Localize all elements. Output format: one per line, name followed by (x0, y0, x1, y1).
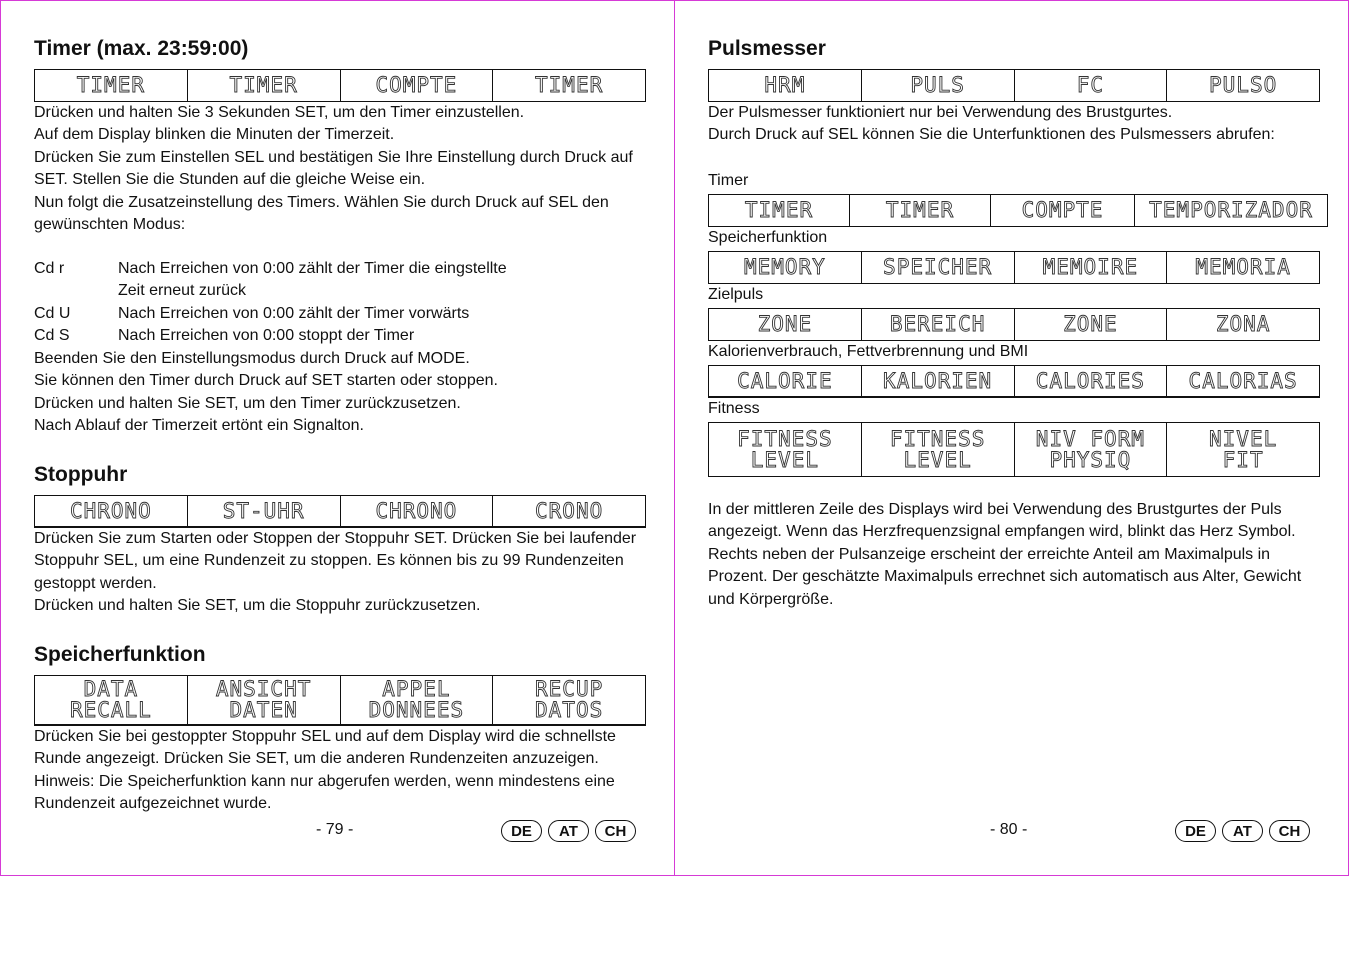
sub-display-speicher (708, 251, 1320, 284)
display-cell: NIV FORM PHYSIQ (1014, 423, 1167, 477)
country-badges (501, 820, 636, 842)
display-cell: HRM (709, 70, 862, 102)
country-badge-ch: CH (595, 820, 636, 842)
display-cell: COMPTE (991, 195, 1135, 227)
display-cell: ANSICHT DATEN (187, 676, 340, 726)
speicher-heading: Speicherfunktion (34, 643, 206, 666)
timer-display-table (34, 69, 646, 102)
display-cell: FITNESS LEVEL (861, 423, 1014, 477)
paragraph: Hinweis: Die Speicherfunktion kann nur abgerufen werden, wenn mindestens eine Rundenzeit aufgezeichnet wurde. (34, 772, 615, 813)
display-cell: TEMPORIZADOR (1135, 195, 1328, 227)
mode-code: Cd S (34, 327, 70, 345)
paragraph: Der Pulsmesser funktioniert nur bei Verwendung des Brustgurtes. (708, 104, 1173, 121)
sub-display-fitness (708, 422, 1320, 477)
display-cell: CRONO (493, 496, 646, 528)
country-badge-de: DE (1175, 820, 1216, 842)
sub-label-kalorien: Kalorienverbrauch, Fettverbrennung und BMI (708, 343, 1029, 360)
timer-heading: Timer (max. 23:59:00) (34, 37, 249, 60)
sub-label-timer: Timer (708, 172, 749, 189)
display-cell: BEREICH (861, 309, 1014, 341)
display-cell: MEMORIA (1167, 252, 1320, 284)
paragraph: Drücken und halten Sie 3 Sekunden SET, um den Timer einzustellen. (34, 104, 525, 121)
display-cell: ZONE (709, 309, 862, 341)
display-cell: TIMER (35, 70, 188, 102)
stoppuhr-heading: Stoppuhr (34, 463, 128, 486)
display-cell: CALORIES (1014, 366, 1167, 398)
paragraph: Drücken Sie zum Starten oder Stoppen der Stoppuhr SET. Drücken Sie bei laufender Stoppuhr SEL, um eine Rundenzeit zu stoppen. Es können bis zu 99 Rundenzeiten gestoppt werden. (34, 530, 637, 592)
display-cell: FITNESS LEVEL (709, 423, 862, 477)
display-cell: CALORIE (709, 366, 862, 398)
sub-display-kalorien (708, 365, 1320, 398)
sub-display-timer (708, 194, 1328, 227)
right-page (674, 0, 1349, 876)
country-badge-at: AT (1222, 820, 1263, 842)
paragraph: Nun folgt die Zusatzeinstellung des Timers. Wählen Sie durch Druck auf SEL den gewünschten Modus: (34, 193, 609, 234)
paragraph: Sie können den Timer durch Druck auf SET starten oder stoppen. (34, 372, 498, 390)
left-page (0, 0, 675, 876)
sub-label-fitness: Fitness (708, 400, 760, 417)
display-cell: DATA RECALL (35, 676, 188, 726)
display-cell: TIMER (493, 70, 646, 102)
display-cell: FC (1014, 70, 1167, 102)
puls-heading: Pulsmesser (708, 37, 826, 60)
mode-description: Nach Erreichen von 0:00 zählt der Timer vorwärts (118, 304, 470, 322)
mode-code: Cd r (34, 260, 65, 277)
display-cell: MEMOIRE (1014, 252, 1167, 284)
puls-display-table (708, 69, 1320, 102)
paragraph: Drücken Sie zum Einstellen SEL und bestätigen Sie Ihre Einstellung durch Druck auf SET. Stellen Sie die Stunden auf die gleiche Weise ein. (34, 148, 633, 189)
paragraph: Drücken und halten Sie SET, um den Timer zurückzusetzen. (34, 394, 461, 412)
timer-mode-list (34, 258, 594, 348)
display-cell: TIMER (850, 195, 991, 227)
paragraph: Rechts neben der Pulsanzeige erscheint der erreichte Anteil am Maximalpuls in Prozent. Der geschätzte Maximalpuls errechnet sich automatisch aus Alter, Gewicht und Körpergröße. (708, 545, 1302, 608)
display-cell: KALORIEN (861, 366, 1014, 398)
paragraph: Auf dem Display blinken die Minuten der Timerzeit. (34, 126, 395, 144)
display-cell: TIMER (709, 195, 850, 227)
paragraph: Nach Ablauf der Timerzeit ertönt ein Signalton. (34, 417, 364, 435)
display-cell: MEMORY (709, 252, 862, 284)
speicher-display-table (34, 675, 646, 726)
paragraph: Beenden Sie den Einstellungsmodus durch Druck auf MODE. (34, 350, 470, 367)
timer-text (34, 102, 646, 236)
paragraph: Durch Druck auf SEL können Sie die Unterfunktionen des Pulsmessers abrufen: (708, 126, 1275, 144)
stoppuhr-text (34, 528, 646, 618)
display-cell: RECUP DATOS (493, 676, 646, 726)
display-cell: APPEL DONNEES (340, 676, 493, 726)
page-number: - 79 - (316, 821, 354, 838)
display-cell: NIVEL FIT (1167, 423, 1320, 477)
display-cell: TIMER (187, 70, 340, 102)
mode-row (34, 258, 594, 303)
sub-label-zielpuls: Zielpuls (708, 286, 764, 303)
display-cell: CHRONO (35, 496, 188, 528)
country-badges (1175, 820, 1310, 842)
timer-after-text (34, 348, 646, 438)
display-cell: PULS (861, 70, 1014, 102)
mode-description: Nach Erreichen von 0:00 zählt der Timer die eingstellte Zeit erneut zurück (118, 260, 507, 300)
paragraph: Drücken und halten Sie SET, um die Stoppuhr zurückzusetzen. (34, 597, 481, 615)
mode-row (34, 325, 594, 347)
sub-display-zielpuls (708, 308, 1320, 341)
stoppuhr-display-table (34, 495, 646, 528)
mode-description: Nach Erreichen von 0:00 stoppt der Timer (118, 327, 415, 345)
mode-code: Cd U (34, 304, 71, 322)
puls-text (708, 102, 1320, 147)
paragraph: Drücken Sie bei gestoppter Stoppuhr SEL und auf dem Display wird die schnellste Runde angezeigt. Drücken Sie SET, um die anderen Rundenzeiten anzuzeigen. (34, 728, 616, 768)
display-cell: CALORIAS (1167, 366, 1320, 398)
display-cell: ST-UHR (187, 496, 340, 528)
display-cell: SPEICHER (861, 252, 1014, 284)
display-cell: CHRONO (340, 496, 493, 528)
page-number: - 80 - (990, 821, 1028, 838)
sub-label-speicher: Speicherfunktion (708, 229, 828, 246)
display-cell: ZONA (1167, 309, 1320, 341)
country-badge-at: AT (548, 820, 589, 842)
country-badge-de: DE (501, 820, 542, 842)
speicher-text (34, 726, 646, 816)
display-cell: ZONE (1014, 309, 1167, 341)
puls-body-text (708, 499, 1308, 611)
mode-row (34, 303, 594, 325)
display-cell: PULSO (1167, 70, 1320, 102)
display-cell: COMPTE (340, 70, 493, 102)
paragraph: In der mittleren Zeile des Displays wird bei Verwendung des Brustgurtes der Puls angezeigt. Wenn das Herzfrequenzsignal empfangen wird, blinkt das Herz Symbol. (708, 501, 1296, 541)
country-badge-ch: CH (1269, 820, 1310, 842)
